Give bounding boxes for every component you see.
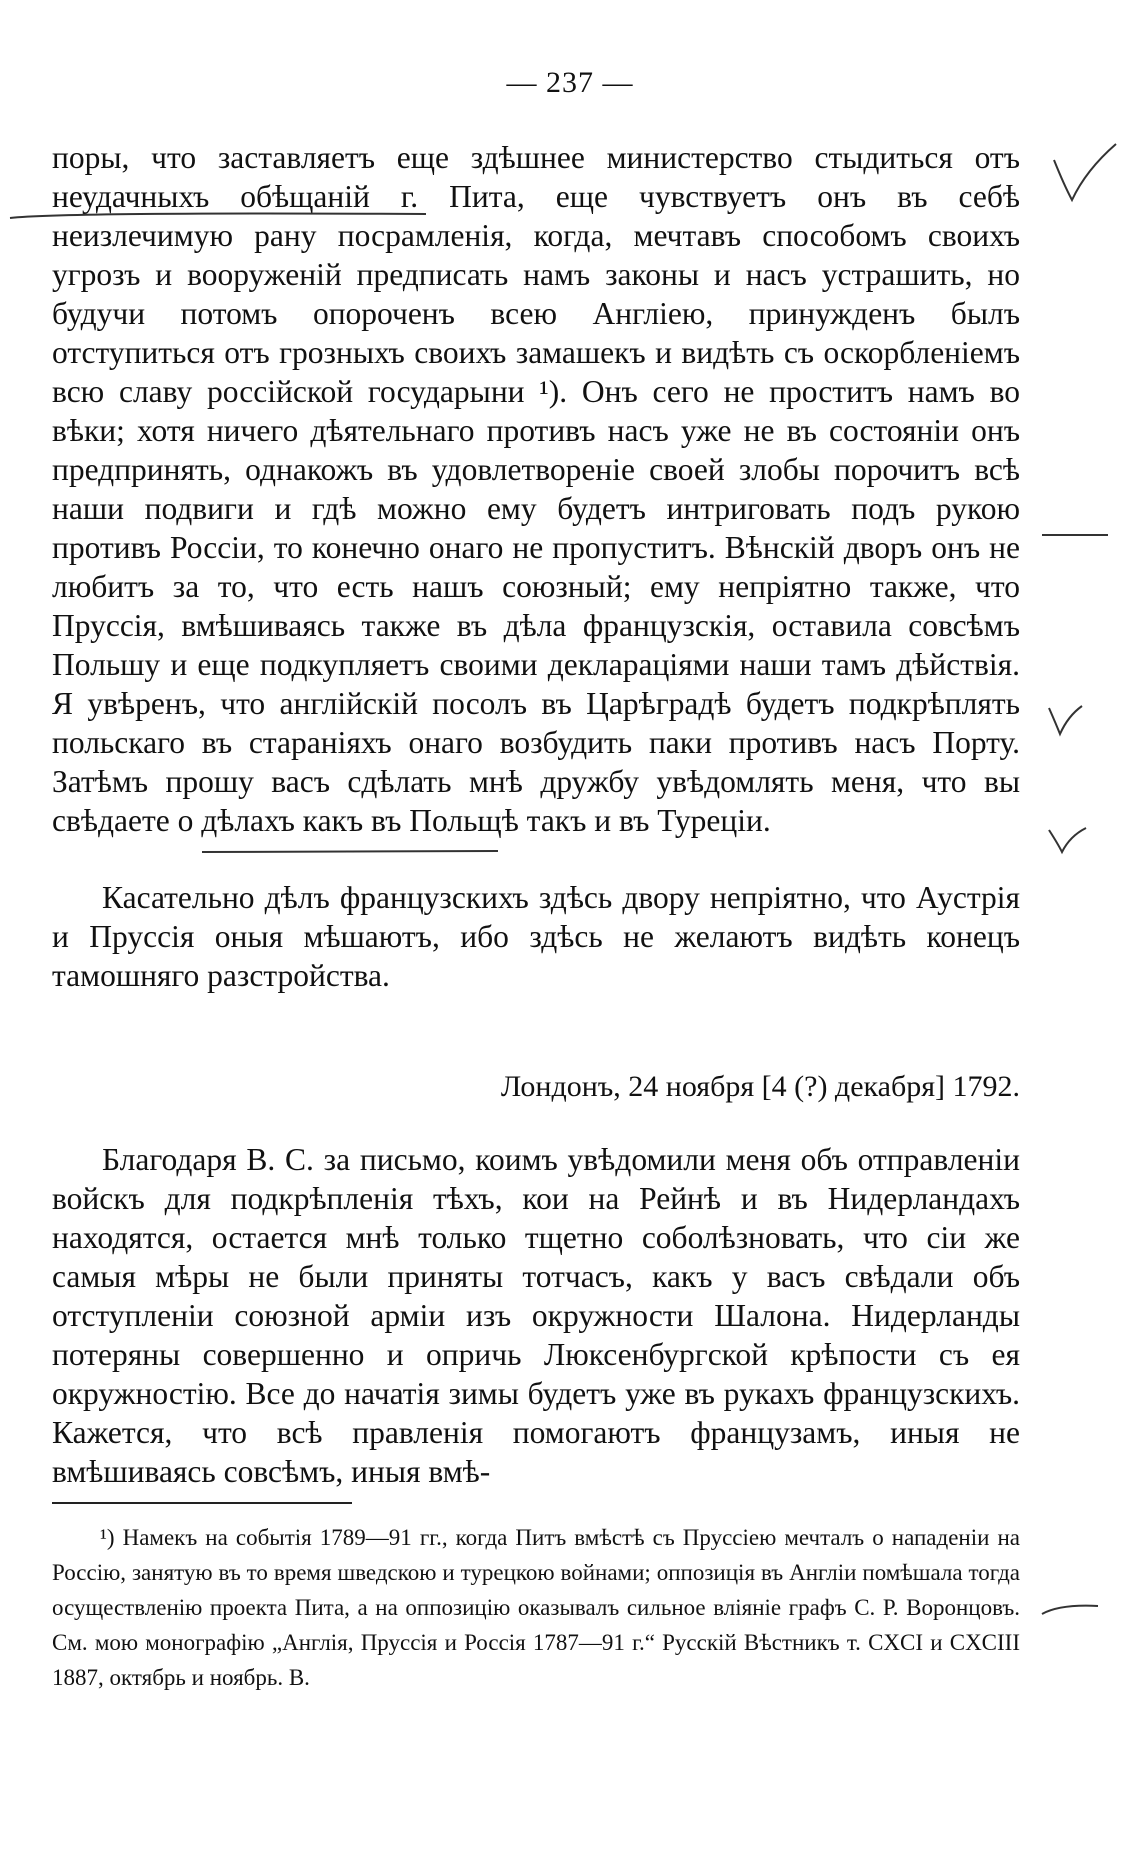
checkmark-pencil-mark: [1046, 700, 1086, 740]
paragraph-1: поры, что заставляетъ еще здѣшнее министерство стыдиться отъ неудачныхъ обѣщаній г. Пита, еще чувствуетъ онъ въ себѣ неизлечимую рану посрамленія, когда, мечтавъ способомъ своихъ угрозъ и вооруженій предписать намъ законы и насъ устрашить, но будучи потомъ опороченъ всею Англіею, принужденъ былъ отступиться отъ грозныхъ своихъ замашекъ и видѣть съ оскорбленіемъ всю славу россійской государыни ¹). Онъ сего не проститъ намъ во вѣки; хотя ничего дѣятельнаго противъ насъ уже не въ состояніи онъ предпринять, однакожъ въ удовлетвореніе своей злобы порочитъ всѣ наши подвиги и гдѣ можно ему будетъ интриговать подъ рукою противъ Россіи, то конечно онаго не пропуститъ. Вѣнскій дворъ онъ не любитъ за то, что есть нашъ союзный; ему непріятно также, что Пруссія, вмѣшиваясь также въ дѣла французскія, оставила совсѣмъ Польшу и еще подкупляетъ своими декларацiями наши тамъ дѣйствія. Я увѣренъ, что англійскій посолъ въ Царѣградѣ будетъ подкрѣплять польскаго въ стараніяхъ онаго возбудить паки противъ насъ Порту. Затѣмъ прошу васъ сдѣлать мнѣ дружбу увѣдомлять меня, что вы свѣдаете о дѣлахъ какъ въ Польщѣ такъ и въ Турецiи.: [52, 140, 1020, 838]
underline-pencil-mark: [8, 210, 428, 222]
dash-pencil-mark: [1040, 530, 1110, 540]
page-number: — 237 —: [506, 66, 634, 99]
paragraph-2: Касательно дѣлъ французскихъ здѣсь двору непріятно, что Аустрія и Пруссія оныя мѣшаютъ, ибо здѣсь не желаютъ видѣть конецъ тамошняго разстройства.: [52, 880, 1020, 993]
checkmark-pencil-mark: [1050, 140, 1120, 210]
letter-dateline: Лондонъ, 24 ноября [4 (?) декабря] 1792.: [500, 1070, 1020, 1103]
underline-pencil-mark: [200, 846, 500, 856]
dash-pencil-mark: [1040, 1600, 1100, 1620]
footnote: ¹) Намекъ на событія 1789—91 гг., когда Питъ вмѣстѣ съ Пруссіею мечталъ о нападеніи на Россію, занятую въ то время шведскою и турецкою войнами; оппозиція въ Англіи помѣшала тогда осуществленію проекта Пита, а на оппозицію оказывалъ сильное вліяніе графъ С. Р. Воронцовъ. См. мою монографію „Англія, Пруссія и Россія 1787—91 г.“ Русскій Вѣстникъ т. CXCI и CXCIII 1887, октябрь и ноябрь. В.: [52, 1525, 1020, 1690]
footnote-rule: [52, 1502, 352, 1504]
checkmark-pencil-mark: [1046, 822, 1090, 858]
paragraph-3: Благодаря В. С. за письмо, коимъ увѣдомили меня объ отправленіи войскъ для подкрѣпленія тѣхъ, кои на Рейнѣ и въ Нидерландахъ находятся, остается мнѣ только тщетно соболѣзновать, что сіи же самыя мѣры не были приняты тотчасъ, какъ у васъ свѣдали объ отступленіи союзной арміи изъ окружности Шалона. Нидерланды потеряны совершенно и опричь Люксенбургской крѣпости съ ея окружностію. Все до начатія зимы будетъ уже въ рукахъ французскихъ. Кажется, что всѣ правленія помогаютъ французамъ, иныя не вмѣшиваясь совсѣмъ, иныя вмѣ-: [52, 1142, 1020, 1489]
